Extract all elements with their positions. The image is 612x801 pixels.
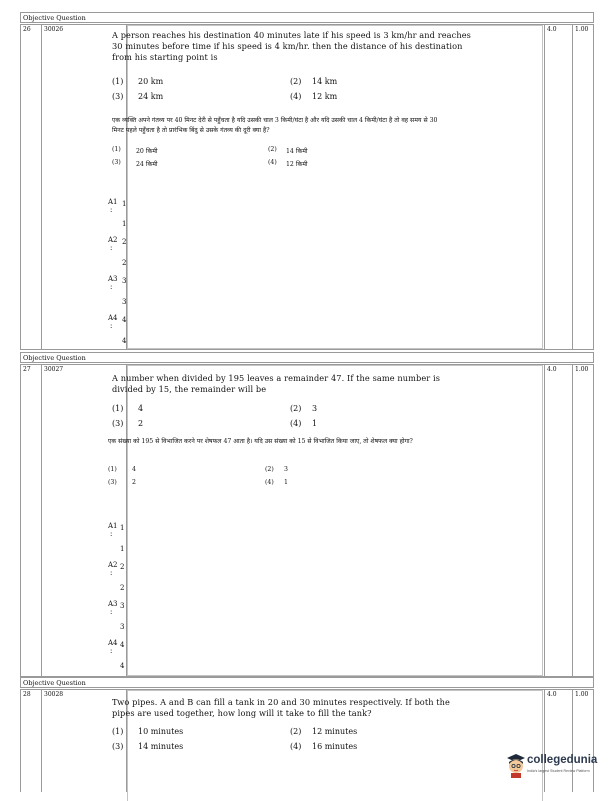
option-3-num: (3) bbox=[112, 92, 124, 101]
option-hi-4-value: 12 किमी bbox=[286, 161, 308, 168]
option-hi-3-num: (3) bbox=[112, 159, 121, 166]
option-2-value: 14 km bbox=[312, 77, 338, 86]
answer-a1-inline: 1 bbox=[120, 524, 125, 532]
option-hi-2-value: 3 bbox=[284, 466, 288, 473]
option-hi-1-value: 20 किमी bbox=[136, 148, 158, 155]
question-text-en: Two pipes. A and B can fill a tank in 20 and 30 minutes respectively. If both the pipes are used together, how long will it take to fill the tank? bbox=[112, 697, 451, 718]
negative-marks: 1.00 bbox=[575, 691, 589, 698]
answer-colon: : bbox=[110, 283, 113, 291]
answer-colon: : bbox=[110, 244, 113, 252]
answer-a4-value: 4 bbox=[120, 662, 125, 670]
answer-a1-inline: 1 bbox=[122, 200, 127, 208]
question-number: 27 bbox=[21, 365, 42, 676]
marks: 4.0 bbox=[545, 365, 573, 676]
option-4-value: 1 bbox=[312, 419, 318, 428]
question-number: 28 bbox=[21, 690, 42, 792]
question-body bbox=[127, 25, 545, 349]
question-text-en: A person reaches his destination 40 minutes late if his speed is 3 km/hr and reaches 30 minutes before time if his speed is 4 km/hr. then the distance of his destination from his starting point is bbox=[112, 30, 471, 62]
answer-colon: : bbox=[110, 569, 113, 577]
answer-colon: : bbox=[110, 608, 113, 616]
question-body bbox=[127, 365, 545, 676]
option-2-value: 3 bbox=[312, 404, 318, 413]
answer-a4-inline: 4 bbox=[120, 641, 125, 649]
answer-label-a4: A4 bbox=[108, 314, 118, 322]
option-4-num: (4) bbox=[290, 92, 302, 101]
option-2-num: (2) bbox=[290, 404, 302, 413]
option-hi-1-num: (1) bbox=[112, 146, 121, 153]
answer-label-a2: A2 bbox=[108, 561, 118, 569]
answer-colon: : bbox=[110, 530, 113, 538]
question-text-hi: एक व्यक्ति अपने गंतव्य पर 40 मिनट देरी से पहुँचता है यदि उसकी चाल 3 किमी/घंटा है और यदि उसकी चाल 4 किमी/घंटा है तो वह समय से 30 मिनट पहले पहुँचता है तो प्रारंभिक बिंदु से उसके गंतव्य की दूरी क्या है? bbox=[112, 117, 438, 134]
question-row-q27 bbox=[20, 364, 594, 677]
marks: 4.0 bbox=[545, 690, 573, 792]
option-4-num: (4) bbox=[290, 419, 302, 428]
option-4-value: 12 km bbox=[312, 92, 338, 101]
option-3-value: 14 minutes bbox=[138, 742, 184, 751]
answer-label-a3: A3 bbox=[108, 600, 118, 608]
option-3-num: (3) bbox=[112, 742, 124, 751]
answer-colon: : bbox=[110, 647, 113, 655]
option-3-num: (3) bbox=[112, 419, 124, 428]
question-row-q26 bbox=[20, 24, 594, 350]
option-hi-2-num: (2) bbox=[265, 466, 274, 473]
option-3-value: 2 bbox=[138, 419, 144, 428]
option-1-value: 20 km bbox=[138, 77, 164, 86]
option-hi-1-value: 4 bbox=[132, 466, 136, 473]
option-hi-2-num: (2) bbox=[268, 146, 277, 153]
option-hi-4-value: 1 bbox=[284, 479, 288, 486]
section-header-q28: Objective Question bbox=[20, 677, 594, 688]
option-1-num: (1) bbox=[112, 77, 124, 86]
logo-name: collegedunia bbox=[527, 754, 598, 766]
answer-colon: : bbox=[110, 322, 113, 330]
answer-label-a1: A1 bbox=[108, 522, 118, 530]
answer-a3-value: 3 bbox=[120, 623, 125, 631]
answer-label-a1: A1 bbox=[108, 198, 118, 206]
answer-a3-value: 3 bbox=[122, 298, 127, 306]
option-4-value: 16 minutes bbox=[312, 742, 358, 751]
option-hi-2-value: 14 किमी bbox=[286, 148, 308, 155]
question-id: 30028 bbox=[42, 690, 127, 792]
option-2-value: 12 minutes bbox=[312, 727, 358, 736]
question-id: 30027 bbox=[42, 365, 127, 676]
answer-label-a3: A3 bbox=[108, 275, 118, 283]
option-hi-3-value: 2 bbox=[132, 479, 136, 486]
answer-a1-value: 1 bbox=[122, 220, 127, 228]
option-1-num: (1) bbox=[112, 727, 124, 736]
marks: 4.0 bbox=[545, 25, 573, 349]
answer-a4-value: 4 bbox=[122, 337, 127, 345]
answer-colon: : bbox=[110, 206, 113, 214]
answer-a2-value: 2 bbox=[120, 584, 125, 592]
answer-a2-inline: 2 bbox=[120, 563, 125, 571]
section-header-q26: Objective Question bbox=[20, 12, 594, 23]
option-2-num: (2) bbox=[290, 727, 302, 736]
option-1-value: 10 minutes bbox=[138, 727, 184, 736]
collegedunia-logo bbox=[505, 752, 605, 780]
option-1-num: (1) bbox=[112, 404, 124, 413]
option-hi-3-num: (3) bbox=[108, 479, 117, 486]
option-4-num: (4) bbox=[290, 742, 302, 751]
option-hi-4-num: (4) bbox=[268, 159, 277, 166]
logo-tagline: India's largest Student Review Platform bbox=[527, 769, 590, 773]
question-number: 26 bbox=[21, 25, 42, 349]
answer-label-a4: A4 bbox=[108, 639, 118, 647]
question-id: 30026 bbox=[42, 25, 127, 349]
option-3-value: 24 km bbox=[138, 92, 164, 101]
option-hi-3-value: 24 किमी bbox=[136, 161, 158, 168]
option-2-num: (2) bbox=[290, 77, 302, 86]
option-hi-1-num: (1) bbox=[108, 466, 117, 473]
option-1-value: 4 bbox=[138, 404, 144, 413]
negative-marks: 1.00 bbox=[575, 366, 589, 373]
negative-marks: 1.00 bbox=[575, 26, 589, 33]
answer-a2-inline: 2 bbox=[122, 238, 127, 246]
option-hi-4-num: (4) bbox=[265, 479, 274, 486]
answer-label-a2: A2 bbox=[108, 236, 118, 244]
answer-a4-inline: 4 bbox=[122, 316, 127, 324]
answer-a2-value: 2 bbox=[122, 259, 127, 267]
question-text-hi: एक संख्या को 195 से विभाजित करने पर शेषफल 47 आता है। यदि उस संख्या को 15 से विभाजित किया जाए, तो शेषफल क्या होगा? bbox=[108, 438, 413, 445]
graduate-mascot-icon bbox=[505, 752, 527, 778]
answer-a3-inline: 3 bbox=[122, 277, 127, 285]
answer-a3-inline: 3 bbox=[120, 602, 125, 610]
section-header-q27: Objective Question bbox=[20, 352, 594, 363]
question-text-en: A number when divided by 195 leaves a remainder 47. If the same number is divided by 15, the remainder will be bbox=[112, 373, 440, 394]
answer-a1-value: 1 bbox=[120, 545, 125, 553]
